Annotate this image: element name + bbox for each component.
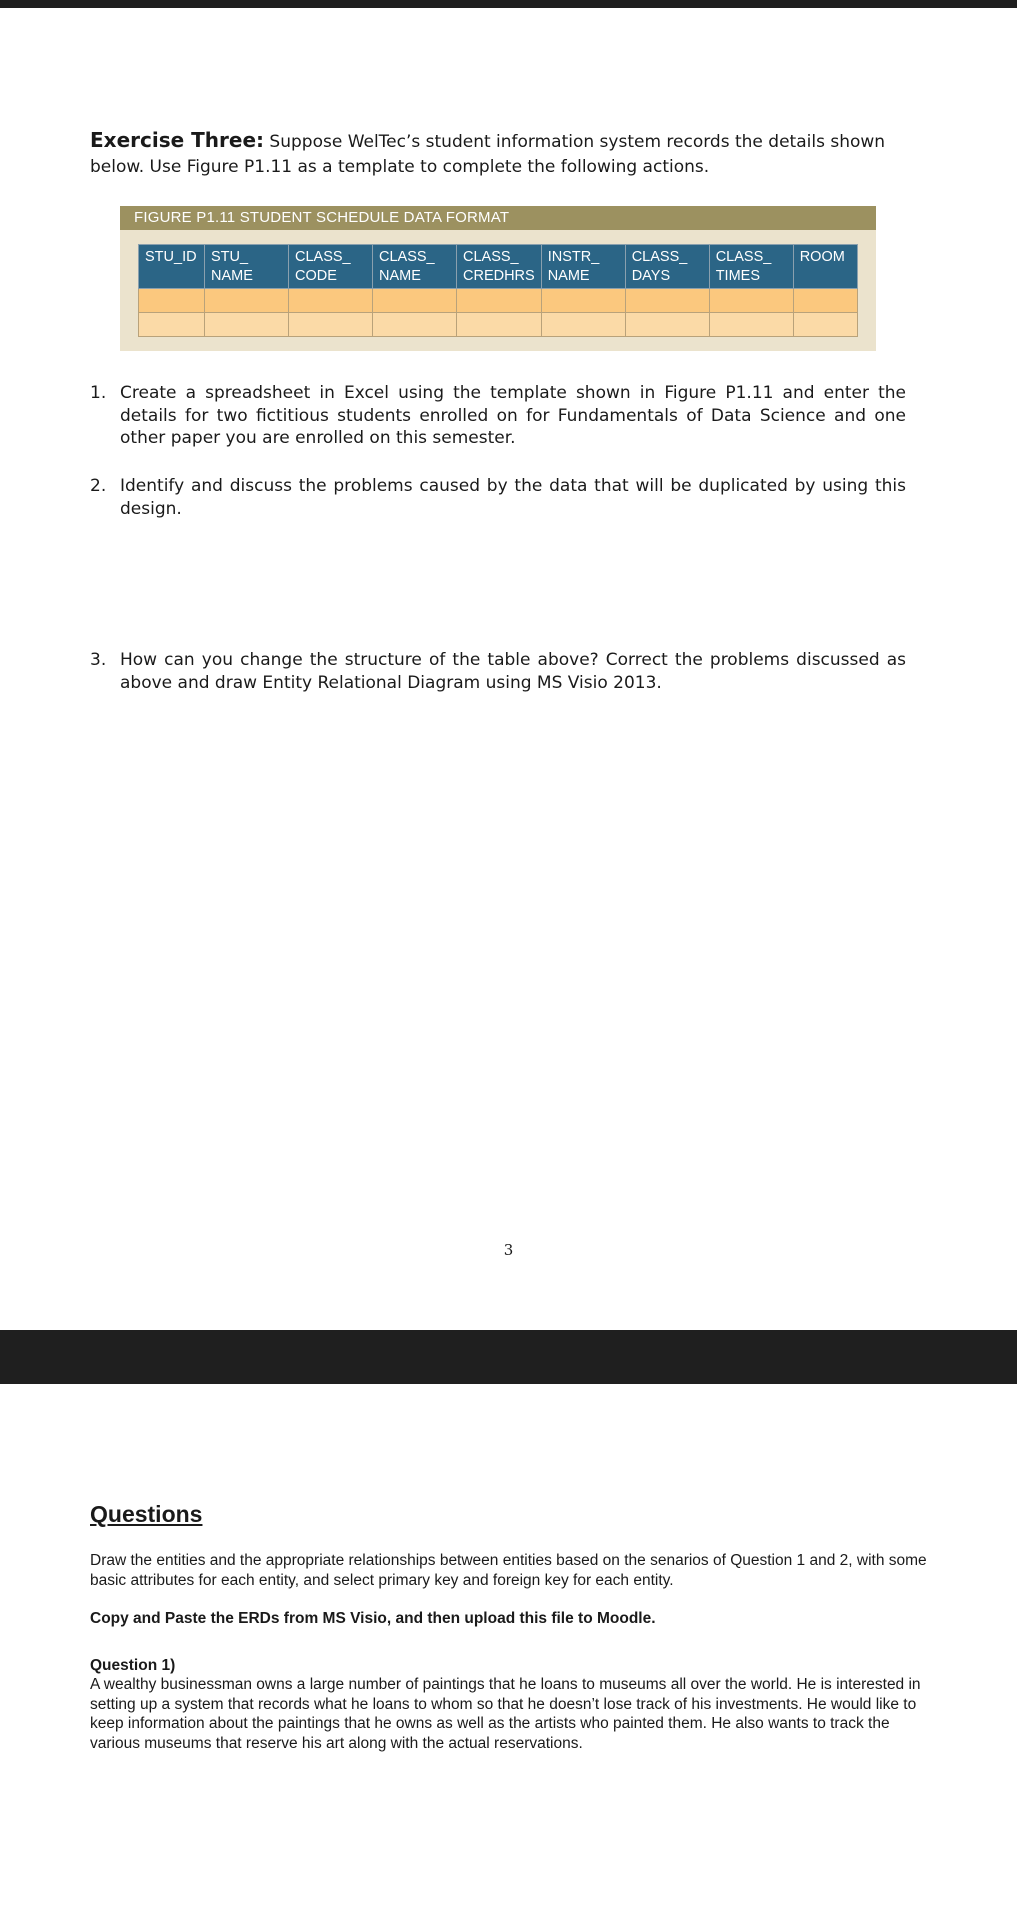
table-cell [457, 289, 542, 313]
column-header: CLASS_ CREDHRS [457, 245, 542, 289]
task-item-1 [90, 382, 906, 450]
table-cell [793, 313, 857, 337]
exercise-title: Exercise Three: [90, 128, 265, 152]
table-cell [709, 313, 793, 337]
column-header: CLASS_ DAYS [625, 245, 709, 289]
task-number: 1. [90, 383, 107, 403]
table-cell [625, 289, 709, 313]
page-number: 3 [503, 1241, 514, 1259]
table-cell [793, 289, 857, 313]
top-border [0, 0, 1017, 8]
table-header-row [139, 245, 858, 289]
table-cell [373, 289, 457, 313]
table-cell [139, 289, 205, 313]
question-1-title: Question 1) [90, 1657, 176, 1674]
column-header: ROOM [793, 245, 857, 289]
table-cell [373, 313, 457, 337]
figure-caption: FIGURE P1.11 STUDENT SCHEDULE DATA FORMAT [120, 206, 876, 230]
task-number: 2. [90, 476, 107, 496]
figure-p1-11 [120, 206, 876, 351]
column-header: CLASS_ CODE [289, 245, 373, 289]
questions-instructions: Draw the entities and the appropriate relationships between entities based on the senarios of Question 1 and 2, with some basic attributes for each entity, and select primary key and foreign key for each entity. [90, 1552, 927, 1589]
table-row [139, 313, 858, 337]
intro-paragraph [90, 128, 920, 180]
table-cell [625, 313, 709, 337]
task-number: 3. [90, 650, 107, 670]
table-cell [139, 313, 205, 337]
table-row [139, 289, 858, 313]
column-header: STU_ID [139, 245, 205, 289]
page-separator [0, 1330, 1017, 1384]
schedule-table [138, 244, 858, 337]
exercise-intro-text: Suppose WelTec’s student information system records the details shown below. Use Figure P1.11 as a template to complete the following actions. [90, 132, 886, 177]
column-header: INSTR_ NAME [541, 245, 625, 289]
column-header: STU_ NAME [205, 245, 289, 289]
table-cell [289, 289, 373, 313]
table-cell [709, 289, 793, 313]
question-1-text: A wealthy businessman owns a large number of paintings that he loans to museums all over the world. He is interested in setting up a system that records what he loans to whom so that he doesn’t lose track of his investments. He would like to keep information about the paintings that he owns as well as the artists who painted them. He also wants to track the various museums that reserve his art along with the actual reservations. [90, 1676, 921, 1752]
column-header: CLASS_ NAME [373, 245, 457, 289]
table-cell [541, 313, 625, 337]
questions-heading: Questions [90, 1501, 203, 1527]
table-cell [289, 313, 373, 337]
task-text: Identify and discuss the problems caused by the data that will be duplicated by using this design. [120, 476, 906, 519]
upload-note: Copy and Paste the ERDs from MS Visio, and then upload this file to Moodle. [90, 1610, 656, 1627]
column-header: CLASS_ TIMES [709, 245, 793, 289]
exercise-intro [90, 128, 920, 180]
table-cell [205, 289, 289, 313]
table-cell [457, 313, 542, 337]
table-cell [541, 289, 625, 313]
table-cell [205, 313, 289, 337]
task-item-2 [90, 475, 906, 520]
task-item-3 [90, 649, 906, 694]
task-text: Create a spreadsheet in Excel using the template shown in Figure P1.11 and enter the details for two fictitious students enrolled on for Fundamentals of Data Science and one other paper you are enrolled on this semester. [120, 383, 906, 448]
task-text: How can you change the structure of the table above? Correct the problems discussed as above and draw Entity Relational Diagram using MS Visio 2013. [120, 650, 906, 693]
